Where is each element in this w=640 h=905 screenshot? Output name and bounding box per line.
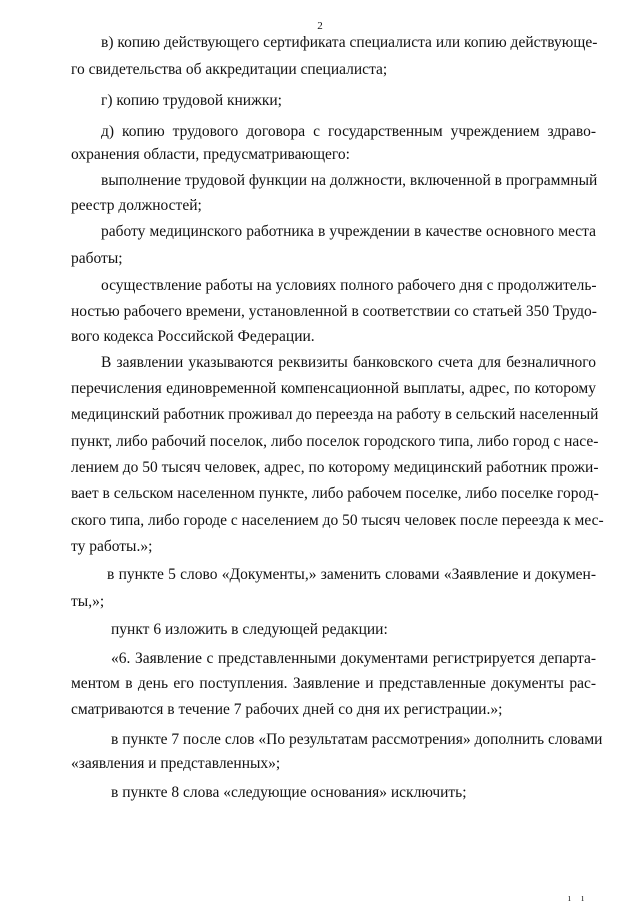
text-line: сматриваются в течение 7 рабочих дней со дня их регистрации.»; bbox=[71, 701, 503, 718]
text-line: в пункте 7 после слов «По результатам рассмотрения» дополнить словами bbox=[111, 731, 603, 748]
text-line: «6. Заявление с представленными документами регистрируется департа- bbox=[111, 650, 596, 667]
footer-mark: ı ı bbox=[568, 893, 589, 904]
text-line: лением до 50 тысяч человек, адрес, по которому медицинский работник прожи- bbox=[71, 459, 599, 476]
text-line: ментом в день его поступления. Заявление и представленные документы рас- bbox=[71, 675, 596, 692]
text-line: охранения области, предусматривающего: bbox=[71, 146, 350, 163]
text-line: вого кодекса Российской Федерации. bbox=[71, 328, 315, 345]
text-line: перечисления единовременной компенсационной выплаты, адрес, по которому bbox=[71, 380, 596, 397]
text-line: д) копию трудового договора с государственным учреждением здраво- bbox=[101, 123, 596, 140]
text-line: «заявления и представленных»; bbox=[71, 755, 281, 772]
text-line: работу медицинского работника в учреждении в качестве основного места bbox=[101, 223, 596, 240]
text-line: В заявлении указываются реквизиты банковского счета для безналичного bbox=[101, 354, 596, 371]
text-line: медицинский работник проживал до переезда на работу в сельский населенный bbox=[71, 406, 599, 423]
text-line: ского типа, либо городе с населением до 50 тысяч человек после переезда к мес- bbox=[71, 512, 604, 529]
text-line: го свидетельства об аккредитации специалиста; bbox=[71, 61, 388, 78]
text-line: вает в сельском населенном пункте, либо рабочем поселке, либо поселке город- bbox=[71, 485, 599, 502]
text-line: ту работы.»; bbox=[71, 538, 153, 555]
text-line: в пункте 8 слова «следующие основания» исключить; bbox=[111, 784, 467, 801]
text-line: в) копию действующего сертификата специалиста или копию действующе- bbox=[101, 34, 598, 51]
text-line: реестр должностей; bbox=[71, 197, 202, 214]
text-line: пункт, либо рабочий поселок, либо поселок городского типа, либо город с насе- bbox=[71, 433, 599, 450]
text-line: выполнение трудовой функции на должности, включенной в программный bbox=[101, 172, 598, 189]
page-number: 2 bbox=[317, 20, 323, 32]
text-line: пункт 6 изложить в следующей редакции: bbox=[111, 621, 388, 638]
text-line: осуществление работы на условиях полного рабочего дня с продолжитель- bbox=[101, 277, 597, 294]
text-line: ностью рабочего времени, установленной в соответствии со статьей 350 Трудо- bbox=[71, 303, 597, 320]
text-line: г) копию трудовой книжки; bbox=[101, 92, 282, 109]
text-line: работы; bbox=[71, 250, 123, 267]
text-line: ты,»; bbox=[71, 593, 105, 610]
text-line: в пункте 5 слово «Документы,» заменить словами «Заявление и докумен- bbox=[107, 566, 596, 583]
